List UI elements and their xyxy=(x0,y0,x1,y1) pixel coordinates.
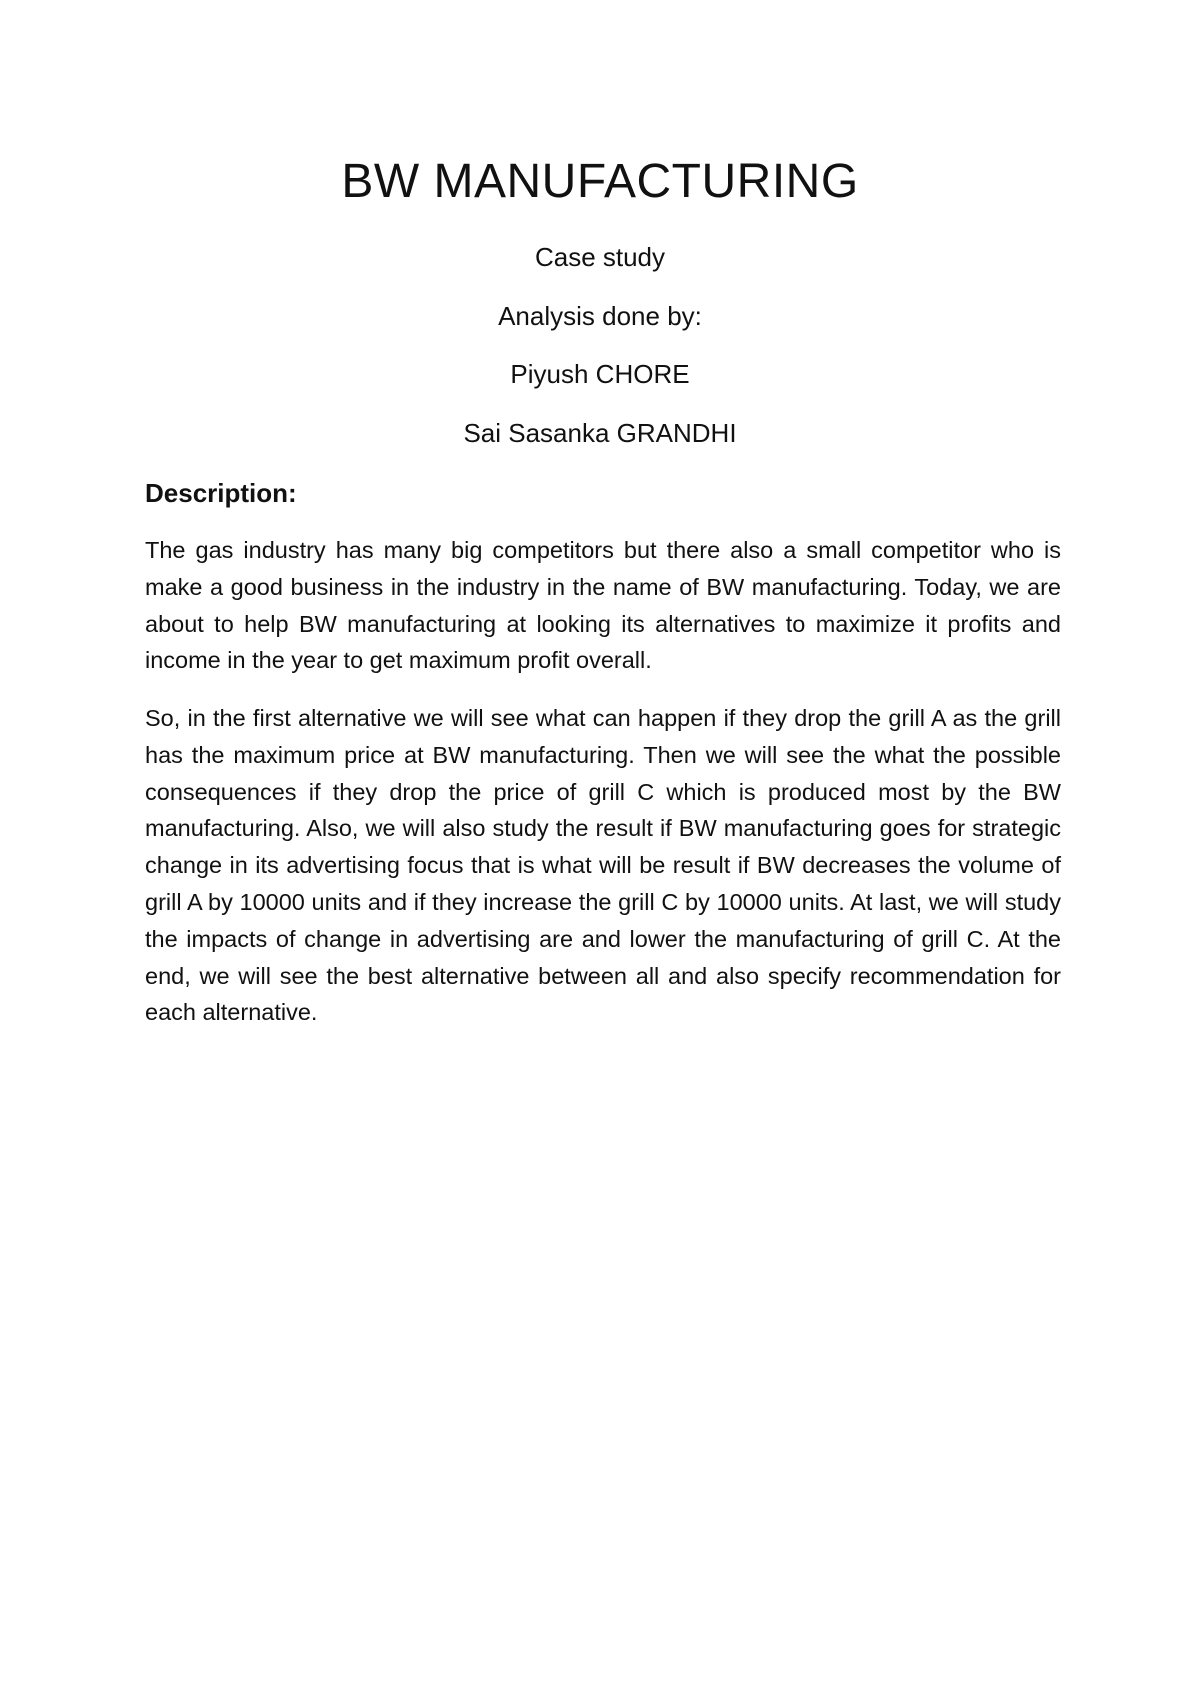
document-title: BW MANUFACTURING xyxy=(341,155,859,208)
document-subtitle: Case study xyxy=(534,242,666,272)
author-name: Piyush CHORE xyxy=(510,359,690,389)
body-paragraph: The gas industry has many big competitors but there also a small competitor who is make a good business in the industry in the name of BW manufacturing. Today, we are about to help BW manufacturing at looking its alternatives to maximize it profits and income in the year to get maximum profit overall. xyxy=(145,537,1061,674)
body-paragraph: So, in the first alternative we will see what can happen if they drop the grill A as the grill has the maximum price at BW manufacturing. Then we will see the what the possible consequences if they drop the price of grill C which is produced most by the BW manufacturing. Also, we will also study the result if BW manufacturing goes for strategic change in its advertising focus that is what will be result if BW decreases the volume of grill A by 10000 units and if they increase the grill C by 10000 units. At last, we will study the impacts of change in advertising are and lower the manufacturing of grill C. At the end, we will see the best alternative between all and also specify recommendation for each alternative. xyxy=(145,705,1061,1026)
section-heading: Description: xyxy=(145,478,297,508)
author-name: Sai Sasanka GRANDHI xyxy=(463,418,737,448)
analysis-label: Analysis done by: xyxy=(498,301,702,331)
